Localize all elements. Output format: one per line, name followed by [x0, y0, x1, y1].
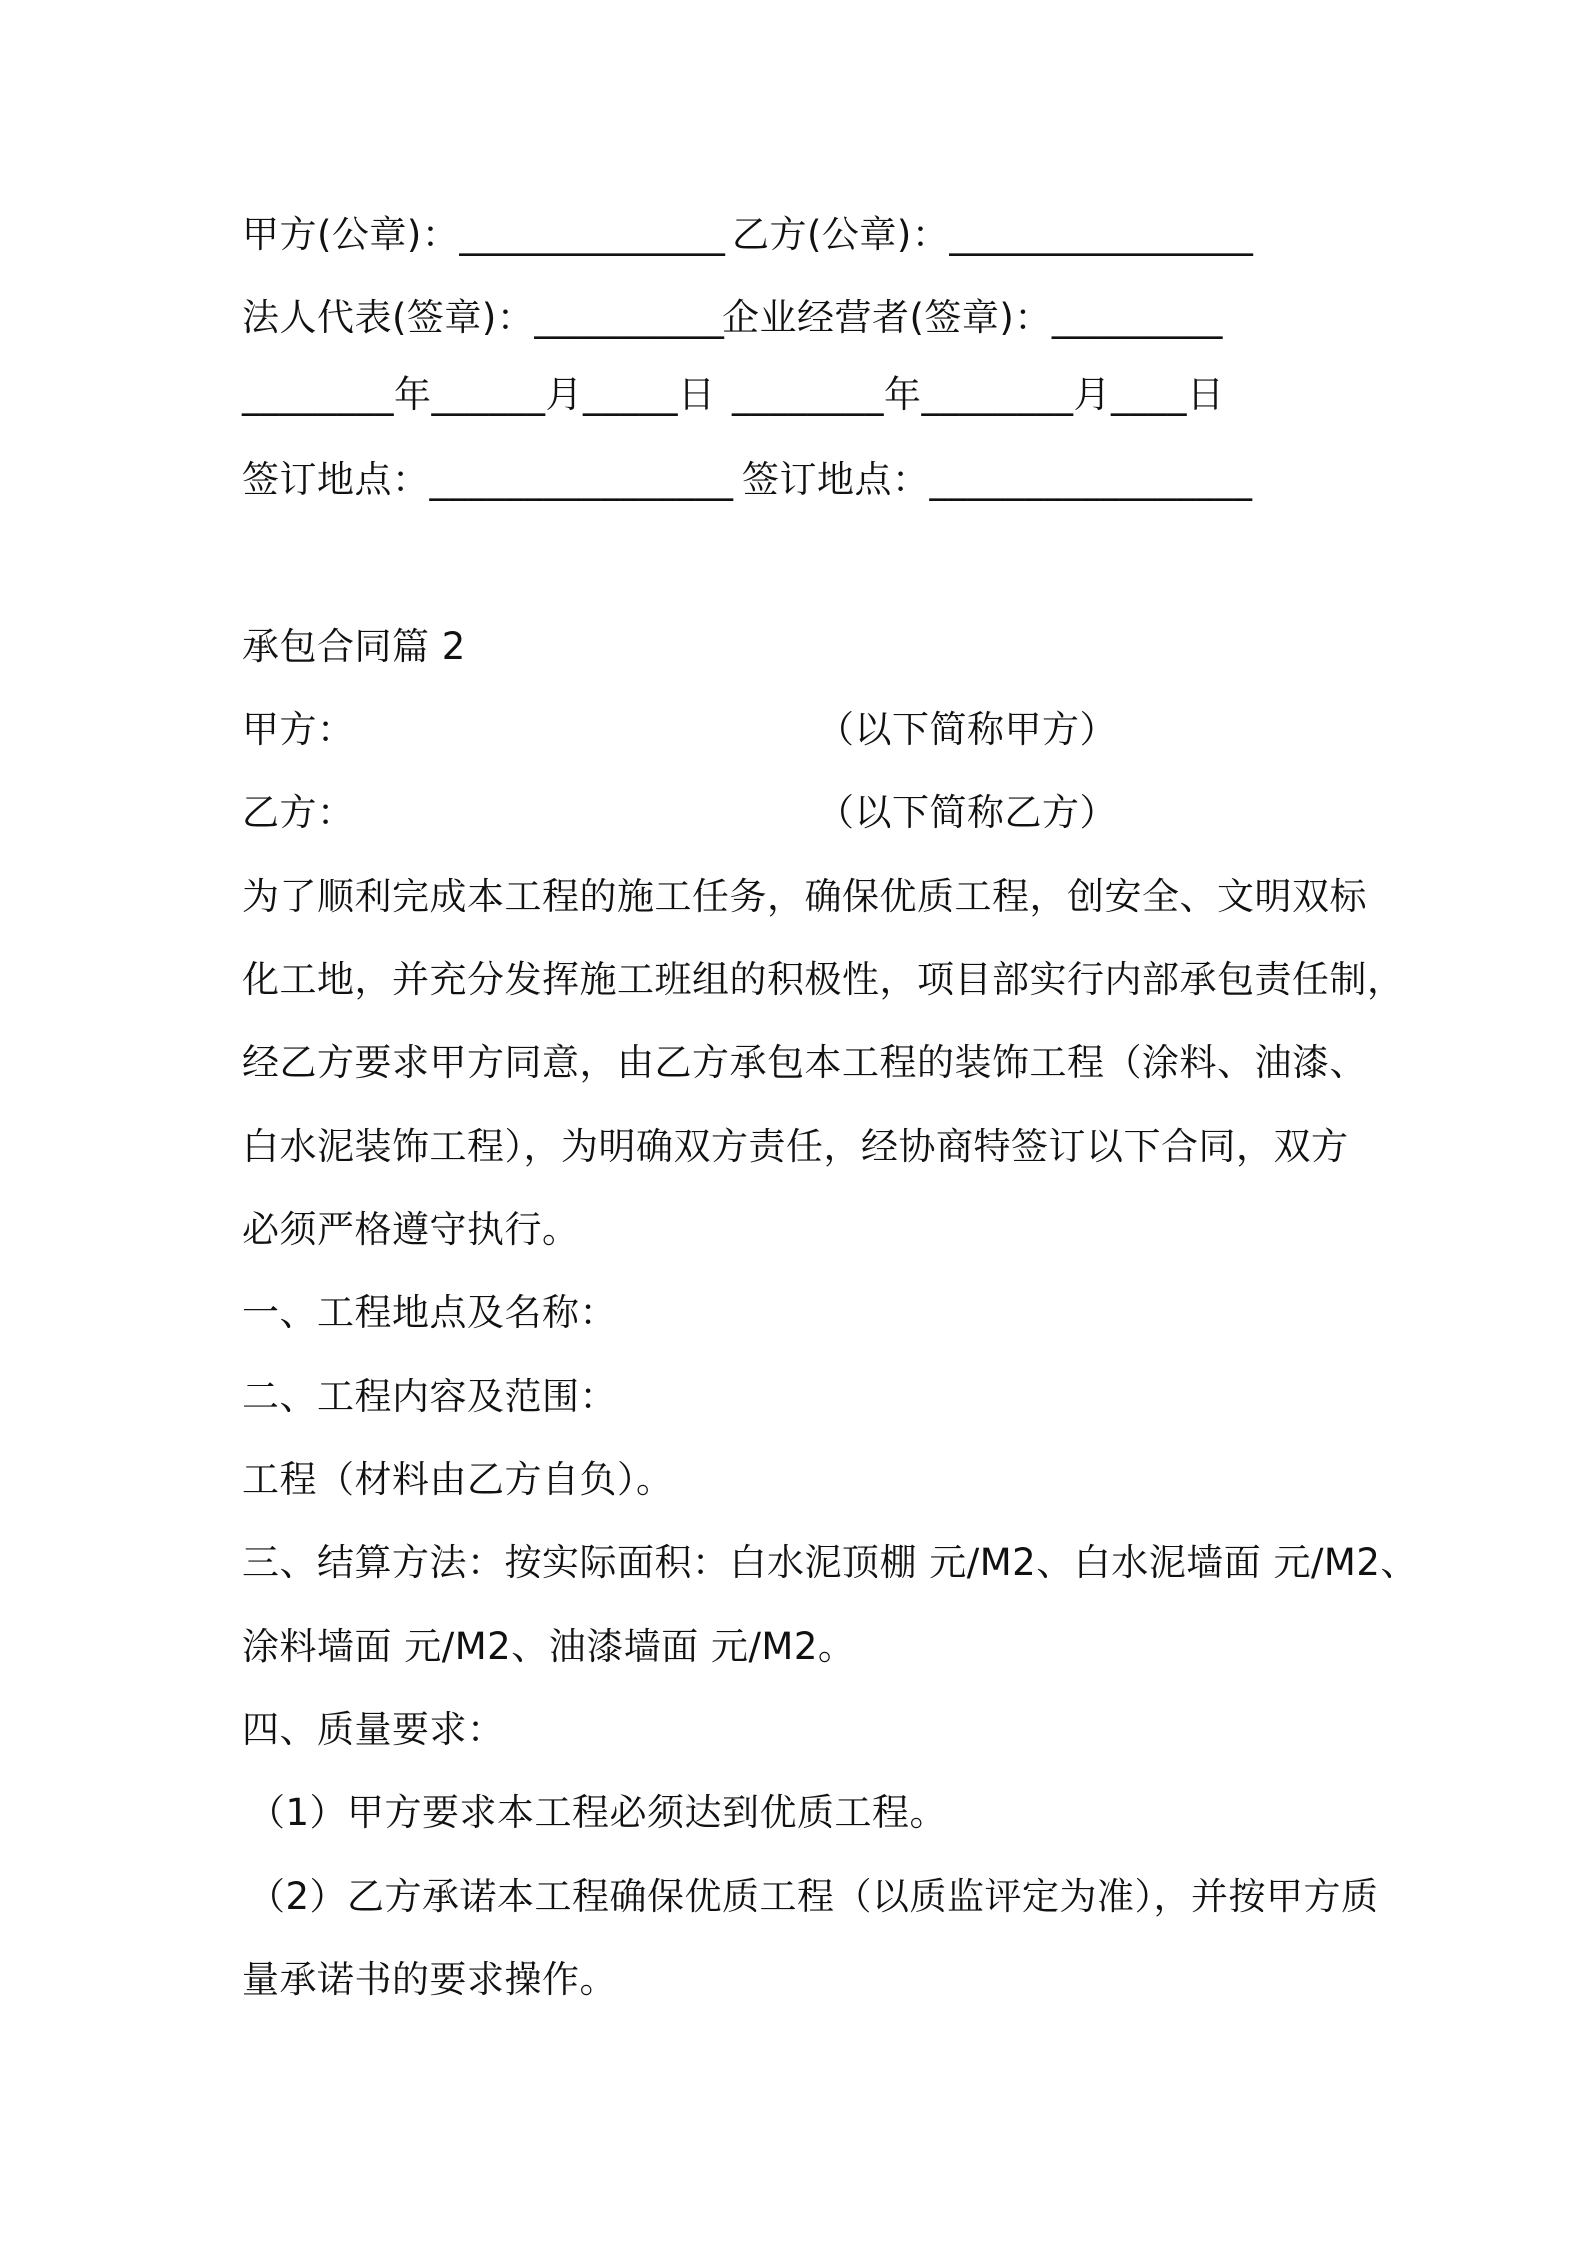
preamble-line: 化工地，并充分发挥施工班组的积极性，项目部实行内部承包责任制， — [242, 958, 1405, 1001]
section-2-body: 工程（材料由乙方自负）。 — [242, 1458, 674, 1501]
contract-heading: 承包合同篇 2 — [242, 625, 466, 668]
party-b-seal-field: 乙方(公章)：________________ — [732, 213, 1254, 256]
party-a-date-field: ________年______月_____日 — [242, 373, 716, 416]
preamble-line: 必须严格遵守执行。 — [242, 1208, 580, 1251]
party-b-location-field: 签订地点：_________________ — [742, 458, 1253, 501]
party-b-date-field: ________年________月____日 — [732, 373, 1225, 416]
preamble-line: 白水泥装饰工程），为明确双方责任，经协商特签订以下合同，双方 — [242, 1125, 1349, 1168]
party-a-note: （以下简称甲方） — [817, 708, 1117, 751]
party-a-label: 甲方： — [242, 708, 355, 751]
legal-rep-signature-field: 法人代表(签章)：__________ — [242, 296, 725, 339]
party-a-location-field: 签订地点：________________ — [242, 458, 734, 501]
section-3-line: 涂料墙面 元/M2、油漆墙面 元/M2。 — [242, 1625, 856, 1668]
party-a-seal-field: 甲方(公章)：______________ — [242, 213, 726, 256]
section-2-heading: 二、工程内容及范围： — [242, 1375, 617, 1418]
section-4-item-2-line: 量承诺书的要求操作。 — [242, 1958, 617, 2001]
section-4-item-2-line: （2）乙方承诺本工程确保优质工程（以质监评定为准），并按甲方质 — [248, 1875, 1379, 1918]
section-4-heading: 四、质量要求： — [242, 1708, 505, 1751]
section-4-item-1: （1）甲方要求本工程必须达到优质工程。 — [248, 1791, 948, 1834]
preamble-line: 经乙方要求甲方同意，由乙方承包本工程的装饰工程（涂料、油漆、 — [242, 1041, 1367, 1084]
party-b-label: 乙方： — [242, 791, 355, 834]
party-b-note: （以下简称乙方） — [817, 791, 1117, 834]
operator-signature-field: 企业经营者(签章)：_________ — [722, 296, 1223, 339]
preamble-line: 为了顺利完成本工程的施工任务，确保优质工程，创安全、文明双标 — [242, 875, 1367, 918]
section-3-line: 三、结算方法：按实际面积：白水泥顶棚 元/M2、白水泥墙面 元/M2、 — [242, 1541, 1418, 1584]
section-1-heading: 一、工程地点及名称： — [242, 1291, 617, 1334]
